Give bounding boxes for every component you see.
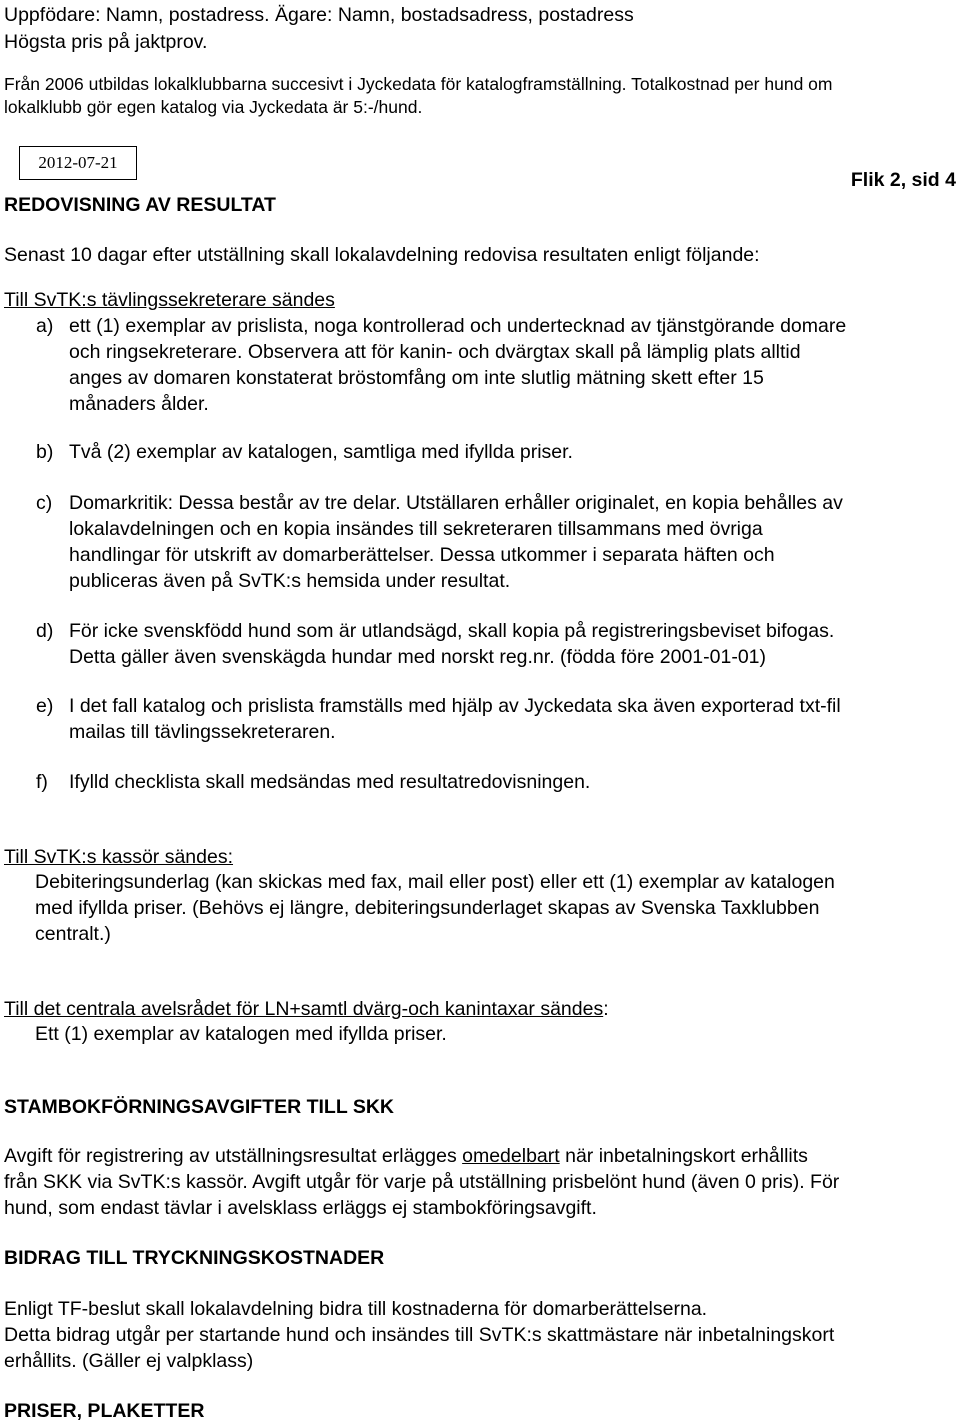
fees-line-2: från SKK via SvTK:s kassör. Avgift utgår för varje på utställning prisbelönt hund (även 0 pris). För (4, 1171, 840, 1193)
fees-line-3: hund, som endast tävlar i avelsklass erläggs ej stambokföringsavgift. (4, 1197, 597, 1219)
item-label: c) (36, 492, 53, 514)
fees-line-1 (4, 1143, 960, 1169)
page-reference: Flik 2, sid 4 (850, 169, 956, 191)
item-label: f) (36, 771, 48, 793)
fees-line-1-pre: Avgift för registrering av utställningsresultat erlägges (4, 1145, 463, 1167)
section-title: REDOVISNING AV RESULTAT (4, 194, 276, 216)
item-label: b) (36, 441, 54, 463)
cashier-line-1: Debiteringsunderlag (kan skickas med fax, mail eller post) eller ett (1) exemplar av katalogen (35, 871, 835, 893)
item-d-line-1: För icke svenskfödd hund som är utlandsägd, skall kopia på registreringsbeviset bifogas. (69, 620, 835, 642)
header-note-1: Från 2006 utbildas lokalklubbarna succesivt i Jyckedata för katalogframställning. Totalkostnad per hund om (4, 74, 833, 94)
item-e-line-1: I det fall katalog och prislista framställs med hjälp av Jyckedata ska även exporterad txt-fil (69, 695, 841, 717)
item-label: a) (36, 315, 54, 337)
prizes-heading: PRISER, PLAKETTER (4, 1400, 205, 1422)
fees-heading: STAMBOKFÖRNINGSAVGIFTER TILL SKK (4, 1096, 394, 1118)
item-b-line-1: Två (2) exemplar av katalogen, samtliga med ifyllda priser. (69, 441, 573, 463)
cashier-line-3: centralt.) (35, 923, 111, 945)
printing-heading: BIDRAG TILL TRYCKNINGSKOSTNADER (4, 1247, 385, 1269)
cashier-heading: Till SvTK:s kassör sändes: (4, 846, 234, 868)
item-c-line-2: lokalavdelningen och en kopia insändes till sekreteraren tillsammans med övriga (69, 518, 763, 540)
item-e-line-2: mailas till tävlingssekreteraren. (69, 721, 336, 743)
item-a-line-3: anges av domaren konstaterat bröstomfång om inte slutlig mätning skett efter 15 (69, 367, 764, 389)
item-c-line-4: publiceras även på SvTK:s hemsida under resultat. (69, 570, 511, 592)
cashier-text (35, 869, 960, 947)
council-heading: Till det centrala avelsrådet för LN+samtl dvärg-och kanintaxar sändes (4, 998, 604, 1020)
cashier-line-2: med ifyllda priser. (Behövs ej längre, debiteringsunderlaget skapas av Svenska Taxklubben (35, 897, 820, 919)
item-a-line-1: ett (1) exemplar av prislista, noga kontrollerad och undertecknad av tjänstgörande domare (69, 315, 847, 337)
printing-line-2: Detta bidrag utgår per startande hund och insändes till SvTK:s skattmästare när inbetalningskort (4, 1324, 835, 1346)
item-d-line-2: Detta gäller även svenskägda hundar med norskt reg.nr. (födda före 2001-01-01) (69, 646, 767, 668)
item-c-line-3: handlingar för utskrift av domarberättelser. Dessa utkommer i separata häften och (69, 544, 775, 566)
printing-line-3: erhållits. (Gäller ej valpklass) (4, 1350, 254, 1372)
date-box: 2012-07-21 (19, 146, 137, 180)
intro-text: Senast 10 dagar efter utställning skall lokalavdelning redovisa resultaten enligt följande: (4, 244, 760, 266)
printing-line-1: Enligt TF-beslut skall lokalavdelning bidra till kostnaderna för domarberättelserna. (4, 1298, 708, 1320)
item-c-line-1: Domarkritik: Dessa består av tre delar. Utställaren erhåller originalet, en kopia behålles av (69, 492, 843, 514)
council-heading-colon: : (603, 998, 609, 1020)
fees-emphasis: omedelbart (462, 1145, 560, 1167)
item-label: e) (36, 695, 54, 717)
council-text: Ett (1) exemplar av katalogen med ifyllda priser. (35, 1023, 447, 1045)
item-a-line-4: månaders ålder. (69, 393, 209, 415)
item-label: d) (36, 620, 54, 642)
item-f-line-1: Ifylld checklista skall medsändas med resultatredovisningen. (69, 771, 591, 793)
fees-line-1-post: när inbetalningskort erhållits (559, 1145, 808, 1167)
council-heading-row (4, 996, 960, 1022)
header-line-2: Högsta pris på jaktprov. (4, 31, 208, 53)
item-a-line-2: och ringsekreterare. Observera att för kanin- och dvärgtax skall på lämplig plats alltid (69, 341, 801, 363)
header-line-1: Uppfödare: Namn, postadress. Ägare: Namn, bostadsadress, postadress (4, 4, 634, 26)
secretary-heading: Till SvTK:s tävlingssekreterare sändes (4, 289, 335, 311)
header-note-2: lokalklubb gör egen katalog via Jyckedata är 5:-/hund. (4, 97, 423, 117)
